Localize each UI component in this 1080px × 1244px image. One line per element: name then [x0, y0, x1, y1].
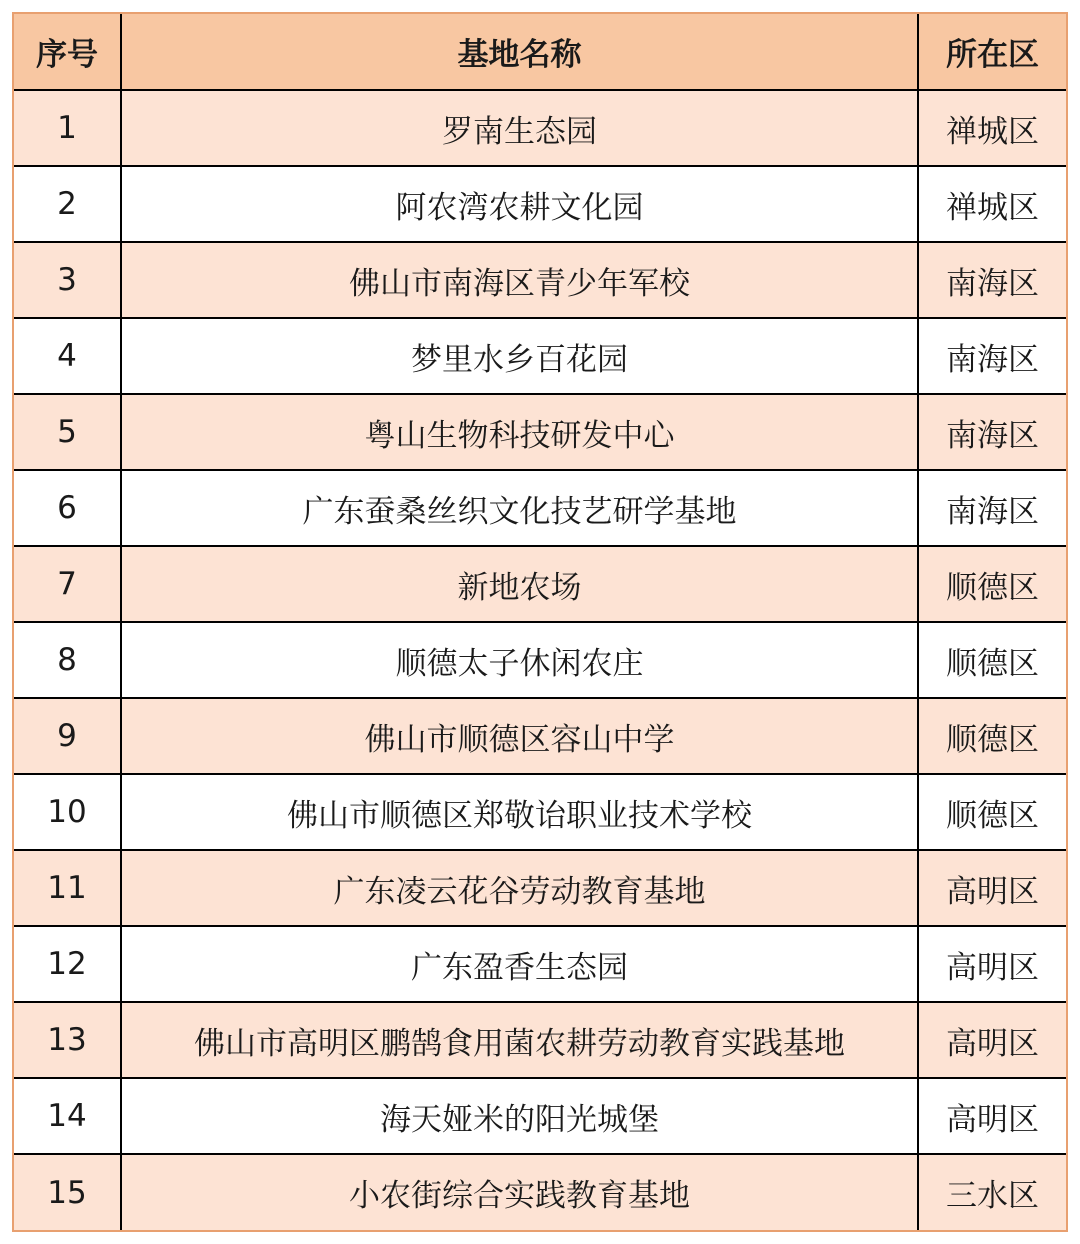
cell-district: 三水区 — [918, 1154, 1066, 1230]
cell-district: 禅城区 — [918, 90, 1066, 166]
table-row — [14, 318, 1066, 394]
table-row — [14, 1154, 1066, 1230]
cell-serial-number: 14 — [14, 1078, 121, 1154]
cell-base-name: 阿农湾农耕文化园 — [121, 166, 918, 242]
cell-serial-number: 9 — [14, 698, 121, 774]
cell-serial-number: 15 — [14, 1154, 121, 1230]
cell-base-name: 粤山生物科技研发中心 — [121, 394, 918, 470]
table-row — [14, 622, 1066, 698]
cell-serial-number: 6 — [14, 470, 121, 546]
cell-base-name: 海天娅米的阳光城堡 — [121, 1078, 918, 1154]
cell-base-name: 小农街综合实践教育基地 — [121, 1154, 918, 1230]
cell-base-name: 广东盈香生态园 — [121, 926, 918, 1002]
cell-base-name: 新地农场 — [121, 546, 918, 622]
cell-district: 顺德区 — [918, 698, 1066, 774]
table-row — [14, 90, 1066, 166]
cell-serial-number: 1 — [14, 90, 121, 166]
cell-serial-number: 12 — [14, 926, 121, 1002]
cell-serial-number: 11 — [14, 850, 121, 926]
cell-district: 高明区 — [918, 926, 1066, 1002]
cell-serial-number: 3 — [14, 242, 121, 318]
cell-base-name: 顺德太子休闲农庄 — [121, 622, 918, 698]
base-list-table — [12, 12, 1068, 1232]
cell-district: 南海区 — [918, 242, 1066, 318]
table-row — [14, 1078, 1066, 1154]
cell-base-name: 佛山市顺德区容山中学 — [121, 698, 918, 774]
cell-base-name: 佛山市顺德区郑敬诒职业技术学校 — [121, 774, 918, 850]
table-row — [14, 774, 1066, 850]
cell-district: 顺德区 — [918, 774, 1066, 850]
cell-district: 禅城区 — [918, 166, 1066, 242]
table-row — [14, 1002, 1066, 1078]
cell-district: 高明区 — [918, 1078, 1066, 1154]
header-base-name: 基地名称 — [121, 14, 918, 90]
table-row — [14, 394, 1066, 470]
table-row — [14, 470, 1066, 546]
cell-base-name: 罗南生态园 — [121, 90, 918, 166]
cell-base-name: 梦里水乡百花园 — [121, 318, 918, 394]
data-table — [14, 14, 1066, 1230]
cell-serial-number: 7 — [14, 546, 121, 622]
cell-serial-number: 8 — [14, 622, 121, 698]
table-row — [14, 546, 1066, 622]
cell-district: 高明区 — [918, 850, 1066, 926]
table-row — [14, 926, 1066, 1002]
cell-serial-number: 2 — [14, 166, 121, 242]
cell-district: 顺德区 — [918, 546, 1066, 622]
header-district: 所在区 — [918, 14, 1066, 90]
cell-district: 南海区 — [918, 470, 1066, 546]
cell-base-name: 广东凌云花谷劳动教育基地 — [121, 850, 918, 926]
table-row — [14, 242, 1066, 318]
cell-serial-number: 13 — [14, 1002, 121, 1078]
cell-serial-number: 10 — [14, 774, 121, 850]
cell-base-name: 佛山市高明区鹏鹄食用菌农耕劳动教育实践基地 — [121, 1002, 918, 1078]
cell-district: 高明区 — [918, 1002, 1066, 1078]
cell-base-name: 广东蚕桑丝织文化技艺研学基地 — [121, 470, 918, 546]
cell-serial-number: 5 — [14, 394, 121, 470]
header-serial-number: 序号 — [14, 14, 121, 90]
cell-base-name: 佛山市南海区青少年军校 — [121, 242, 918, 318]
cell-district: 南海区 — [918, 318, 1066, 394]
table-row — [14, 698, 1066, 774]
cell-serial-number: 4 — [14, 318, 121, 394]
table-row — [14, 166, 1066, 242]
table-header-row — [14, 14, 1066, 90]
table-row — [14, 850, 1066, 926]
cell-district: 南海区 — [918, 394, 1066, 470]
cell-district: 顺德区 — [918, 622, 1066, 698]
